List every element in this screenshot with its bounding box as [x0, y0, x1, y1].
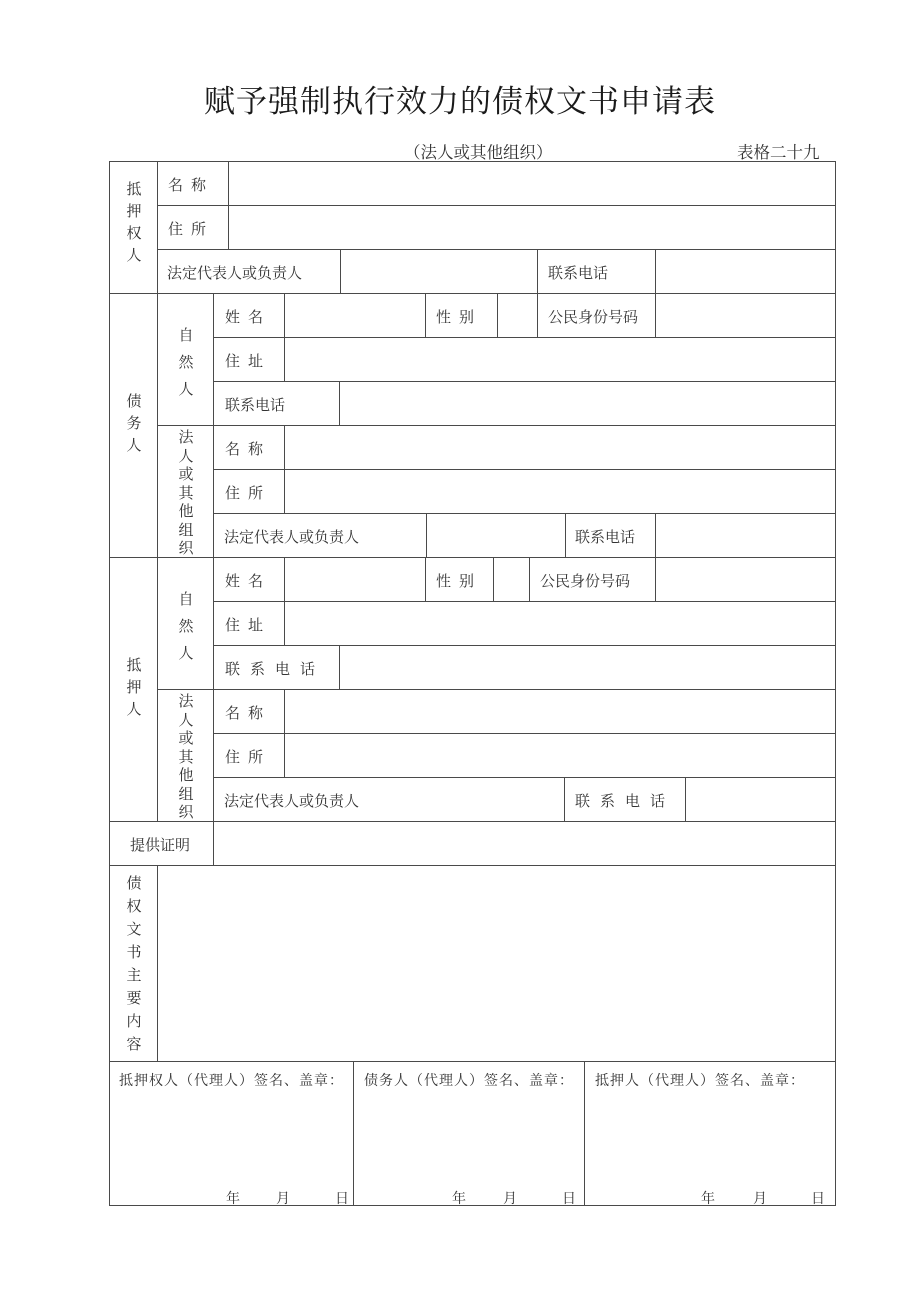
debtor-natural-label: 自然人	[178, 326, 194, 398]
mortgagor-org-address-field[interactable]	[284, 733, 836, 778]
debtor-org-name-field[interactable]	[284, 425, 836, 470]
mortgagor-signature-cell[interactable]	[584, 1061, 836, 1206]
debtor-name-label-cell	[213, 293, 285, 338]
debtor-gender-label-cell	[425, 293, 498, 338]
mortgagor-org-phone-label: 联系电话	[575, 792, 676, 810]
mortgagor-signature-label: 抵押人（代理人）签名、盖章：	[595, 1073, 805, 1089]
mortgagor-address-label: 住址	[225, 616, 272, 634]
debtor-section-cell	[109, 293, 158, 558]
mortgagor-gender-label: 性别	[436, 572, 483, 590]
mortgagor-org-legal-rep-label: 法定代表人或负责人	[224, 792, 360, 810]
mortgagor-org-phone-field[interactable]	[685, 777, 836, 822]
debtor-gender-label: 性别	[436, 308, 483, 326]
mortgagee-legal-rep-field[interactable]	[340, 249, 538, 294]
mortgagor-org-legal-rep-label-cell	[213, 777, 565, 822]
form-number: 表格二十九	[737, 143, 820, 162]
debtor-org-legal-rep-label: 法定代表人或负责人	[224, 528, 360, 546]
mortgagor-org-label: 法人或其他组织	[178, 692, 194, 821]
mortgagor-org-phone-label-cell	[564, 777, 686, 822]
mortgagee-name-label-cell	[157, 161, 229, 206]
page-subtitle: （法人或其他组织）	[404, 143, 553, 162]
mortgagee-legal-rep-label-cell	[157, 249, 341, 294]
page-title: 赋予强制执行效力的债权文书申请表	[204, 84, 716, 120]
debtor-name-label: 姓名	[225, 308, 272, 326]
mortgagee-legal-rep-label: 法定代表人或负责人	[167, 264, 303, 282]
mortgagor-phone-label: 联系电话	[225, 660, 326, 678]
mortgagor-org-cell	[157, 689, 214, 822]
debtor-natural-cell	[157, 293, 214, 426]
mortgagor-section-label: 抵押人	[126, 656, 142, 718]
debtor-org-address-label: 住所	[225, 484, 272, 502]
debtor-org-name-label: 名称	[225, 440, 272, 458]
debtor-sign-month: 月	[503, 1191, 517, 1207]
debtor-sign-year: 年	[452, 1191, 466, 1207]
mortgagee-name-field[interactable]	[228, 161, 836, 206]
mortgagor-phone-field[interactable]	[339, 645, 836, 690]
debtor-address-label: 住址	[225, 352, 272, 370]
debtor-org-phone-label: 联系电话	[575, 528, 636, 546]
mortgagor-section-cell	[109, 557, 158, 822]
mortgagor-sign-day: 日	[811, 1191, 825, 1207]
mortgagee-section-label: 抵押权人	[126, 180, 142, 264]
content-label: 债权文书主要内容	[126, 874, 142, 1053]
mortgagor-id-label-cell	[529, 557, 656, 602]
mortgagor-gender-field[interactable]	[493, 557, 530, 602]
mortgagor-phone-label-cell	[213, 645, 340, 690]
mortgagor-sign-year: 年	[701, 1191, 715, 1207]
mortgagor-org-name-field[interactable]	[284, 689, 836, 734]
mortgagee-phone-label-cell	[537, 249, 656, 294]
mortgagor-natural-cell	[157, 557, 214, 690]
mortgagor-name-field[interactable]	[284, 557, 426, 602]
debtor-id-label-cell	[537, 293, 656, 338]
debtor-org-label: 法人或其他组织	[178, 428, 194, 557]
debtor-org-phone-label-cell	[565, 513, 656, 558]
mortgagor-name-label-cell	[213, 557, 285, 602]
mortgagor-org-address-label: 住所	[225, 748, 272, 766]
mortgagor-gender-label-cell	[425, 557, 494, 602]
application-form	[110, 162, 836, 1206]
mortgagee-sign-year: 年	[226, 1191, 240, 1207]
debtor-address-field[interactable]	[284, 337, 836, 382]
content-field[interactable]	[157, 865, 836, 1062]
mortgagee-name-label: 名称	[168, 176, 215, 194]
mortgagee-signature-cell[interactable]	[109, 1061, 354, 1206]
mortgagor-org-name-label: 名称	[225, 704, 272, 722]
proof-label: 提供证明	[130, 836, 191, 854]
debtor-section-label: 债务人	[126, 392, 142, 454]
mortgagor-id-label: 公民身份号码	[540, 572, 631, 590]
mortgagee-phone-label: 联系电话	[548, 264, 609, 282]
debtor-gender-field[interactable]	[497, 293, 538, 338]
mortgagor-sign-month: 月	[753, 1191, 767, 1207]
mortgagor-org-name-label-cell	[213, 689, 285, 734]
debtor-phone-field[interactable]	[339, 381, 836, 426]
debtor-name-field[interactable]	[284, 293, 426, 338]
proof-field[interactable]	[213, 821, 836, 866]
debtor-org-legal-rep-field[interactable]	[426, 513, 566, 558]
content-label-cell	[109, 865, 158, 1062]
debtor-org-address-field[interactable]	[284, 469, 836, 514]
debtor-org-name-label-cell	[213, 425, 285, 470]
mortgagee-signature-label: 抵押权人（代理人）签名、盖章：	[119, 1073, 344, 1089]
mortgagee-phone-field[interactable]	[655, 249, 836, 294]
debtor-sign-day: 日	[562, 1191, 576, 1207]
debtor-org-legal-rep-label-cell	[213, 513, 427, 558]
debtor-signature-label: 债务人（代理人）签名、盖章：	[364, 1073, 574, 1089]
mortgagee-section-cell	[109, 161, 158, 294]
debtor-id-field[interactable]	[655, 293, 836, 338]
debtor-id-label: 公民身份号码	[548, 308, 639, 326]
debtor-phone-label: 联系电话	[225, 396, 286, 414]
debtor-phone-label-cell	[213, 381, 340, 426]
mortgagee-address-label-cell	[157, 205, 229, 250]
debtor-signature-cell[interactable]	[353, 1061, 585, 1206]
proof-label-cell	[109, 821, 214, 866]
debtor-address-label-cell	[213, 337, 285, 382]
mortgagee-sign-month: 月	[276, 1191, 290, 1207]
mortgagor-natural-label: 自然人	[178, 590, 194, 662]
mortgagor-address-label-cell	[213, 601, 285, 646]
mortgagee-address-label: 住所	[168, 220, 215, 238]
debtor-org-cell	[157, 425, 214, 558]
mortgagor-id-field[interactable]	[655, 557, 836, 602]
debtor-org-phone-field[interactable]	[655, 513, 836, 558]
mortgagor-address-field[interactable]	[284, 601, 836, 646]
mortgagor-org-address-label-cell	[213, 733, 285, 778]
mortgagor-name-label: 姓名	[225, 572, 272, 590]
mortgagee-sign-day: 日	[335, 1191, 349, 1207]
mortgagee-address-field[interactable]	[228, 205, 836, 250]
debtor-org-address-label-cell	[213, 469, 285, 514]
